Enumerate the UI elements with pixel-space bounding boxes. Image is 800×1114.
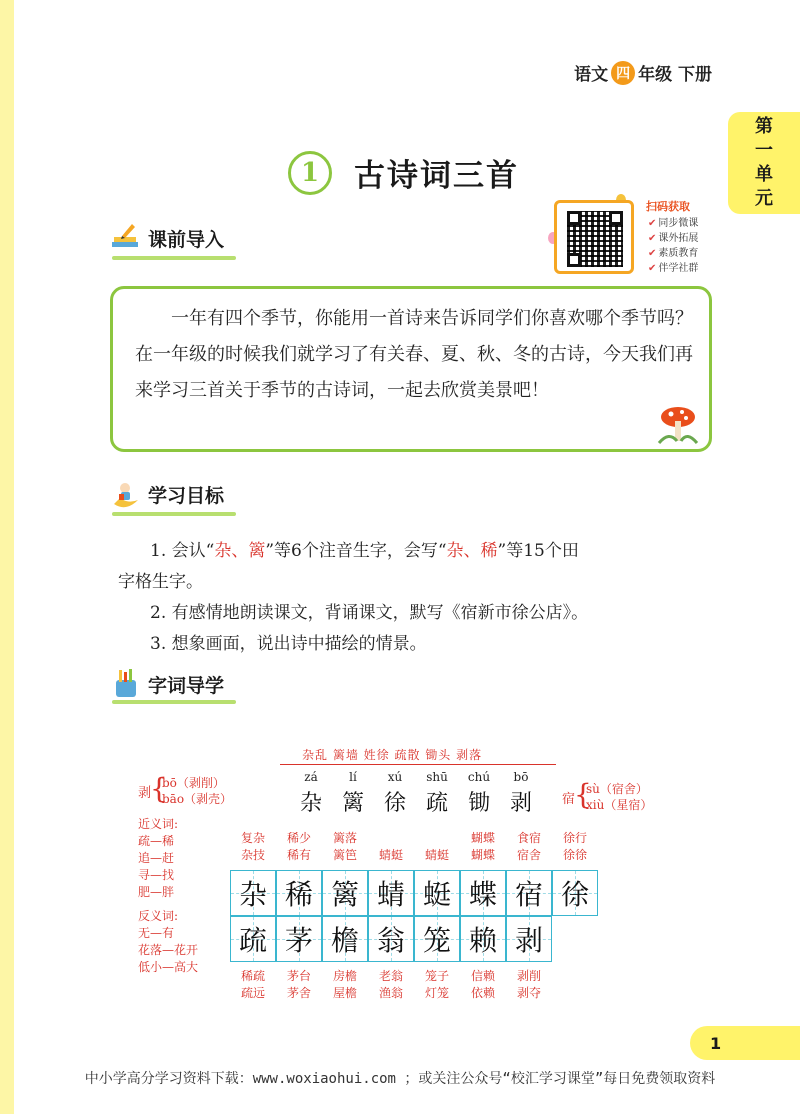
word-pair: [414, 968, 460, 1002]
lesson-title: [288, 150, 519, 195]
word-pair: [368, 968, 414, 1002]
word-item: 剥夺: [516, 986, 541, 1000]
section-underline: [112, 256, 236, 260]
qr-feature-list: [648, 216, 698, 276]
section-words-label: 字词导学: [148, 675, 225, 697]
qr-card[interactable]: [554, 200, 634, 274]
grid-character: 宿: [514, 878, 543, 911]
word-item: 食宿: [516, 831, 541, 845]
word-item: 杂技: [240, 848, 265, 862]
section-goals-heading: [110, 478, 224, 508]
word-item: 徐徐: [562, 848, 587, 862]
qr-finder-icon: [567, 253, 581, 267]
grid-character: 篱: [330, 878, 359, 911]
tianzige-cell: [460, 870, 506, 916]
word-pair: [460, 968, 506, 1002]
synonym-item: 疏—稀: [138, 834, 175, 848]
word-item: 灯笼: [424, 986, 449, 1000]
pinyin-label: xú: [387, 770, 403, 784]
word-pair: [506, 968, 552, 1002]
tianzige-cell: [506, 916, 552, 962]
qr-finder-icon: [567, 211, 581, 225]
grid-character: 蝶: [468, 878, 497, 911]
intro-text: 一年有四个季节，你能用一首诗来告诉同学们你喜欢哪个季节吗？在一年级的时候我们就学习了有关春、夏、秋、冬的古诗，今天我们再来学习三首关于季节的古诗词，一起去欣赏美景吧！: [135, 308, 693, 401]
antonym-item: 花落—花开: [138, 943, 199, 957]
grid-character: 稀: [284, 878, 313, 911]
word-pair: [322, 968, 368, 1002]
polyphone-reading: sù（宿舍）: [586, 782, 648, 796]
section-underline: [112, 700, 236, 704]
qr-feature-item: ✔ 素质教育: [648, 248, 699, 259]
polyphone-char: 剥: [138, 786, 152, 801]
grid-character: 徐: [560, 878, 589, 911]
qr-feature-item: ✔ 伴学社群: [648, 263, 699, 274]
qr-feature-item: ✔ 同步微课: [648, 218, 699, 229]
tianzige-cell: [368, 916, 414, 962]
check-icon: ✔: [648, 248, 657, 259]
character-study-figure: [130, 740, 690, 1010]
word-pair: [276, 830, 322, 864]
goal-item: 3. 想象画面，说出诗中描绘的情景。: [150, 634, 427, 654]
divider: [280, 764, 556, 765]
pinyin-label: shū: [426, 770, 448, 784]
word-item: 稀有: [286, 848, 311, 862]
intro-box: [110, 286, 712, 452]
synonym-item: 肥—胖: [138, 885, 175, 899]
grid-character: 杂: [238, 878, 267, 911]
grid-character: 剥: [514, 924, 543, 957]
word-item: 徐行: [562, 831, 587, 845]
word-item: 疏远: [240, 986, 265, 1000]
word-item: 篱落: [332, 831, 357, 845]
word-item: 复杂: [240, 831, 265, 845]
word-item: 信赖: [470, 969, 495, 983]
grid-character: 蜓: [422, 878, 451, 911]
polyphone-reading: bāo（剥壳）: [162, 792, 233, 806]
tianzige-cell: [414, 916, 460, 962]
word-item: 蝴蝶: [470, 831, 495, 845]
page-number: 1: [690, 1026, 800, 1060]
mushroom-icon: [655, 403, 701, 445]
section-intro-heading: [110, 222, 224, 252]
check-icon: ✔: [648, 233, 657, 244]
word-pair: [460, 830, 506, 864]
word-item: 蜻蜓: [424, 848, 449, 862]
lesson-title-text: 古诗词三首: [354, 158, 519, 194]
word-item: 渔翁: [378, 986, 403, 1000]
section-intro-label: 课前导入: [148, 229, 225, 251]
unit-tab[interactable]: [728, 112, 800, 214]
word-item: [414, 830, 460, 847]
grid-character: 翁: [376, 924, 405, 957]
tianzige-cell: [506, 870, 552, 916]
word-item: 蝴蝶: [470, 848, 495, 862]
tianzige-cell: [322, 870, 368, 916]
tianzige-cell: [276, 870, 322, 916]
learning-goals: [118, 536, 718, 660]
word-item: [368, 830, 414, 847]
grid-character: 疏: [238, 924, 267, 957]
tianzige-cell: [230, 870, 276, 916]
word-item: 依赖: [470, 986, 495, 1000]
grid-character: 茅: [284, 924, 313, 957]
tianzige-cell: [230, 916, 276, 962]
synonym-item: 追—赶: [138, 851, 175, 865]
synonym-item: 寻—找: [138, 868, 175, 882]
word-pair: [230, 968, 276, 1002]
antonym-item: 低小—高大: [138, 960, 199, 974]
synonym-title: 近义词:: [138, 817, 179, 831]
word-pair: [552, 830, 598, 864]
word-pair: [368, 830, 414, 864]
word-item: 稀少: [286, 831, 311, 845]
tianzige-cell: [414, 870, 460, 916]
top-word-list: 杂乱 篱墙 姓徐 疏散 锄头 剥落: [302, 748, 483, 762]
pinyin-character: 徐: [383, 791, 406, 816]
check-icon: ✔: [648, 218, 657, 229]
goal-item: 1. 会认“杂、篱”等6个注音生字，会写“杂、稀”等15个田: [150, 541, 579, 561]
pinyin-label: lí: [349, 770, 357, 784]
qr-panel[interactable]: [548, 192, 708, 282]
word-item: 茅台: [286, 969, 311, 983]
brace-icon: {: [574, 778, 592, 811]
word-pair: [230, 830, 276, 864]
subject-label: 语文: [574, 65, 609, 85]
books-pencil-icon: [110, 222, 142, 252]
tianzige-cell: [552, 870, 598, 916]
unit-tab-label: 第一单元: [755, 116, 773, 209]
word-item: 笼子: [424, 969, 449, 983]
lesson-number-badge: 1: [288, 151, 332, 195]
word-item: 房檐: [332, 969, 357, 983]
word-item: 老翁: [378, 969, 403, 983]
moon-reading-icon: [110, 478, 142, 508]
polyphone-reading: xiù（星宿）: [586, 798, 653, 812]
section-words-heading: [110, 668, 224, 698]
left-margin-stripe: [0, 0, 14, 1114]
goal-item-continued: 字格生字。: [118, 572, 203, 592]
brace-icon: {: [150, 772, 168, 805]
goal-item: 2. 有感情地朗读课文，背诵课文，默写《宿新市徐公店》。: [150, 603, 589, 623]
word-pair: [414, 830, 460, 864]
grid-character: 笼: [422, 924, 451, 957]
footer-note: 中小学高分学习资料下载：www.woxiaohui.com ；或关注公众号“校汇学习课堂”每日免费领取资料: [84, 1071, 716, 1087]
qr-feature-item: ✔ 课外拓展: [648, 233, 699, 244]
polyphone-char: 宿: [562, 792, 576, 807]
antonym-list: [138, 908, 198, 976]
word-item: 宿舍: [516, 848, 541, 862]
word-item: 屋檐: [332, 986, 357, 1000]
grid-character: 蜻: [376, 878, 405, 911]
pinyin-character: 锄: [467, 791, 490, 816]
word-item: 剥削: [516, 969, 541, 983]
tianzige-cell: [460, 916, 506, 962]
tianzige-cell: [368, 870, 414, 916]
word-item: 蜻蜓: [378, 848, 403, 862]
grade-badge: 四: [611, 61, 635, 85]
section-underline: [112, 512, 236, 516]
tianzige-cell: [322, 916, 368, 962]
pinyin-character: 疏: [425, 791, 448, 816]
grid-character: 檐: [330, 924, 359, 957]
word-pair: [322, 830, 368, 864]
pinyin-label: chú: [467, 770, 491, 784]
word-item: 篱笆: [332, 848, 357, 862]
grid-character: 赖: [468, 924, 497, 957]
word-item: 茅舍: [286, 986, 311, 1000]
pinyin-character: 杂: [299, 791, 322, 816]
qr-finder-icon: [609, 211, 623, 225]
antonym-title: 反义词:: [138, 909, 179, 923]
grade-label: 年级 下册: [638, 65, 712, 85]
word-item: 稀疏: [240, 969, 265, 983]
pinyin-character: 剥: [509, 791, 532, 816]
pinyin-label: bō: [513, 770, 529, 784]
tianzige-cell: [276, 916, 322, 962]
pinyin-label: zá: [304, 770, 318, 784]
word-pair: [506, 830, 552, 864]
book-header: [574, 60, 712, 85]
pencil-cup-icon: [110, 668, 142, 698]
check-icon: ✔: [648, 263, 657, 274]
polyphone-reading: bō（剥削）: [162, 776, 225, 790]
pinyin-character: 篱: [341, 791, 364, 816]
section-goals-label: 学习目标: [148, 485, 225, 507]
qr-title: 扫码获取: [646, 200, 690, 213]
synonym-list: [138, 816, 178, 901]
word-pair: [276, 968, 322, 1002]
antonym-item: 无—有: [138, 926, 175, 940]
